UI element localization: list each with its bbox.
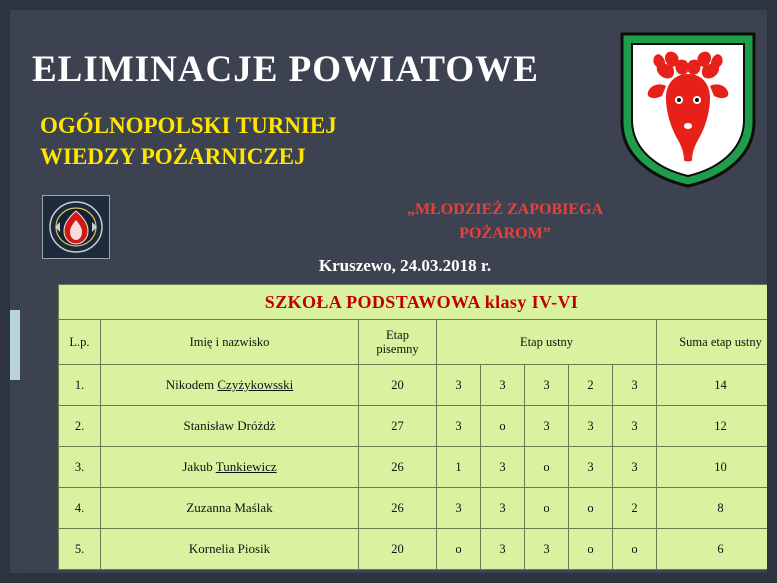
cell-oral-2: 3 [481,488,525,529]
cell-name-plain: Jakub [182,459,216,474]
cell-sum: 6 [657,529,777,570]
cell-written: 26 [359,447,437,488]
cell-name [101,447,359,488]
cell-sum: 12 [657,406,777,447]
cell-oral-1: o [437,529,481,570]
decor-bar-left-middle [10,310,20,380]
cell-oral-1: 3 [437,365,481,406]
cell-oral-5: o [613,529,657,570]
cell-oral-3: 3 [525,365,569,406]
table-row [59,365,777,406]
place-date: Kruszewo, 24.03.2018 r. [318,256,492,275]
column-header-oral: Etap ustny [437,320,657,365]
cell-oral-5: 3 [613,365,657,406]
cell-oral-4: o [569,529,613,570]
decor-bar-left-bottom [10,380,20,583]
cell-written: 26 [359,488,437,529]
cell-oral-1: 3 [437,406,481,447]
table-row [59,406,777,447]
cell-name [101,529,359,570]
page-subtitle-line2: WIEDZY POŻARNICZEJ [40,144,306,170]
cell-oral-5: 2 [613,488,657,529]
cell-lp: 5. [59,529,101,570]
page-subtitle-line1: OGÓLNOPOLSKI TURNIEJ [40,113,337,138]
cell-oral-3: o [525,447,569,488]
cell-sum: 14 [657,365,777,406]
column-header-written: Etap pisemny [359,320,437,365]
cell-name [101,406,359,447]
cell-oral-4: 3 [569,447,613,488]
motto [340,198,670,246]
cell-written: 27 [359,406,437,447]
cell-name-plain: Stanisław Dróżdż [183,418,276,433]
cell-oral-2: 3 [481,447,525,488]
cell-oral-3: 3 [525,529,569,570]
cell-oral-1: 1 [437,447,481,488]
cell-lp: 4. [59,488,101,529]
cell-written: 20 [359,365,437,406]
table-header-row [59,320,777,365]
cell-name-underlined: Czyżykowsski [217,377,294,392]
cell-name [101,488,359,529]
table-row [59,488,777,529]
cell-written: 20 [359,529,437,570]
results-table [58,284,777,570]
cell-oral-1: 3 [437,488,481,529]
cell-oral-3: o [525,488,569,529]
cell-oral-5: 3 [613,406,657,447]
cell-name-plain: Nikodem [165,377,218,392]
cell-lp: 1. [59,365,101,406]
cell-name [101,365,359,406]
cell-oral-2: 3 [481,529,525,570]
page-subtitle [40,110,337,172]
motto-line2: POŻAROM” [459,225,551,242]
coat-of-arms-icon [618,30,758,190]
column-header-lp: L.p. [59,320,101,365]
cell-oral-4: 2 [569,365,613,406]
table-caption: SZKOŁA PODSTAWOWA klasy IV-VI [59,285,777,320]
cell-lp: 3. [59,447,101,488]
cell-name-underlined: Tunkiewicz [215,459,277,474]
decor-bar-left-top [10,10,20,310]
motto-line1: „MŁODZIEŻ ZAPOBIEGA [406,201,604,218]
column-header-name: Imię i nazwisko [101,320,359,365]
cell-oral-2: o [481,406,525,447]
cell-oral-5: 3 [613,447,657,488]
cell-sum: 8 [657,488,777,529]
cell-oral-2: 3 [481,365,525,406]
fire-service-emblem-icon [42,195,110,259]
cell-name-plain: Zuzanna Maślak [186,500,273,515]
table-row [59,447,777,488]
decor-bar-right-top [757,10,767,310]
column-header-sum: Suma etap ustny [657,320,777,365]
cell-lp: 2. [59,406,101,447]
cell-sum: 10 [657,447,777,488]
table-caption-row [59,285,777,320]
cell-oral-4: 3 [569,406,613,447]
cell-oral-4: o [569,488,613,529]
page-title: ELIMINACJE POWIATOWE [32,49,539,90]
table-row [59,529,777,570]
cell-name-plain: Kornelia Piosik [188,541,271,556]
cell-oral-3: 3 [525,406,569,447]
